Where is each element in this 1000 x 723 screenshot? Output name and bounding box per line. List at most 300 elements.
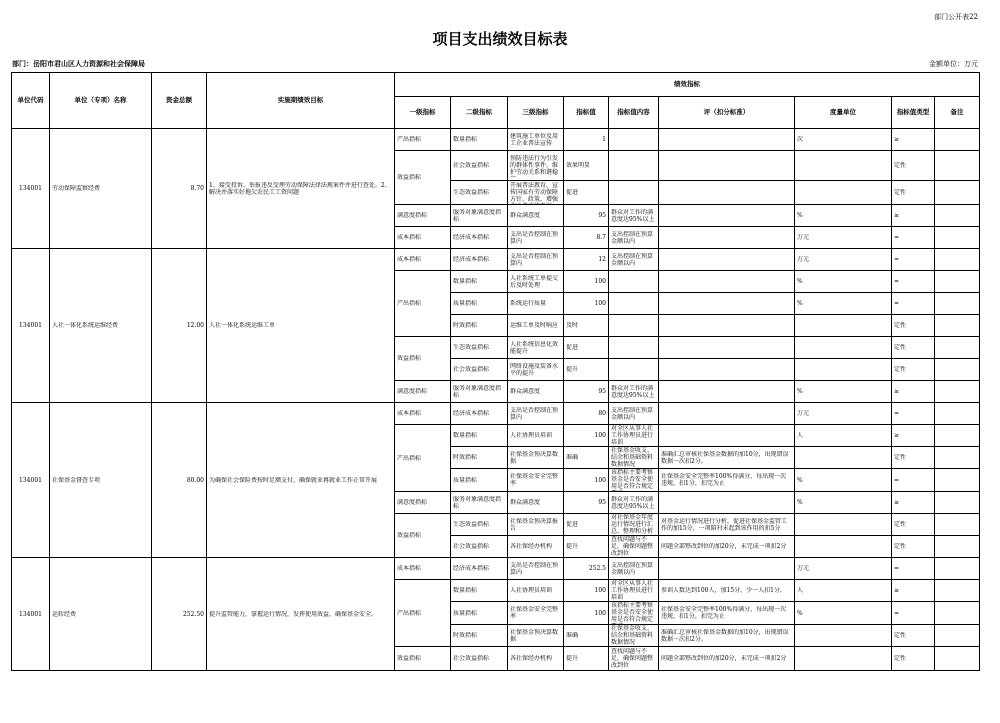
level2-cell-text: 数量指标 — [453, 136, 478, 143]
header-value: 指标值 — [564, 97, 609, 129]
content-cell-text: 支出控制在预算金额以内 — [611, 406, 654, 421]
goal-cell-text: 人社一体化系统运维工单 — [209, 322, 276, 329]
value-cell-text: 提升 — [566, 366, 579, 373]
measure-unit-cell-text: % — [797, 212, 803, 219]
level2-cell-text: 质量指标 — [453, 476, 478, 484]
unit-code-cell — [12, 129, 50, 249]
level1-cell-text: 效益指标 — [397, 532, 422, 539]
value-type-cell-text: 定性 — [894, 162, 907, 169]
level1-cell-text: 产出指标 — [397, 609, 422, 617]
content-cell-text: 查找问题与不足，确保问题整改到位 — [611, 648, 654, 669]
value-cell — [564, 580, 609, 602]
level3-cell — [508, 129, 564, 151]
header-goal: 实施期绩效目标 — [207, 73, 395, 129]
value-cell-text: 100 — [594, 432, 606, 439]
measure-unit-cell-text: % — [797, 388, 803, 395]
content-cell — [609, 492, 659, 514]
content-cell — [609, 359, 659, 381]
value-type-cell — [892, 181, 935, 205]
level2-cell-text: 社会效益指标 — [453, 655, 490, 662]
value-type-cell — [892, 469, 935, 492]
value-type-cell — [892, 151, 935, 181]
value-cell — [564, 469, 609, 492]
total-funds-cell-text: 80.00 — [186, 476, 204, 484]
value-type-cell — [892, 315, 935, 337]
content-cell — [609, 469, 659, 492]
project-name-cell-text: 社保基金督查专项 — [52, 476, 101, 484]
value-cell-text: 95 — [598, 388, 606, 395]
value-cell — [564, 249, 609, 271]
value-cell — [564, 558, 609, 580]
level2-cell — [451, 492, 508, 514]
remark-cell — [935, 447, 980, 469]
level3-cell-text: 社保基金预决算报告 — [510, 517, 559, 532]
unit-code-cell-text: 134001 — [19, 476, 42, 484]
content-cell — [609, 425, 659, 447]
value-cell-text: 8.7 — [596, 234, 606, 241]
level2-cell — [451, 602, 508, 625]
value-cell-text: 提升 — [566, 655, 579, 662]
goal-cell-text: 提升监管能力，掌握运行情况，发挥使用效益，确保基金安全。 — [209, 610, 378, 618]
performance-target-table — [11, 72, 980, 671]
value-type-cell-text: 定性 — [894, 543, 907, 550]
scoring-cell — [659, 580, 795, 602]
unit-code-cell — [12, 403, 50, 558]
value-type-cell-text: 定性 — [894, 189, 907, 196]
content-cell-text: 该指标主要考察基金是否安全使用是否符合规定 — [611, 469, 654, 490]
content-cell-text: 对全区从事人社工作协理员进行培训 — [611, 425, 654, 446]
content-cell-text: 群众对工作的满意度达95%以上 — [611, 495, 655, 510]
scoring-cell — [659, 315, 795, 337]
level3-cell-text: 各社保经办机构 — [510, 655, 553, 662]
level1-cell — [395, 337, 451, 381]
measure-unit-cell — [795, 293, 892, 315]
level3-cell-text: 社保基金预决算数据 — [510, 450, 559, 465]
scoring-cell — [659, 293, 795, 315]
level1-cell-text: 满意度指标 — [397, 499, 428, 506]
level3-cell — [508, 315, 564, 337]
value-type-cell — [892, 625, 935, 647]
level2-cell — [451, 181, 508, 205]
level1-cell — [395, 205, 451, 227]
level3-cell-text: 群众满意度 — [510, 499, 541, 506]
value-cell — [564, 492, 609, 514]
level1-cell-text: 成本指标 — [397, 256, 422, 263]
level2-cell-text: 经济成本指标 — [453, 256, 490, 263]
level2-cell — [451, 337, 508, 359]
content-cell — [609, 447, 659, 469]
measure-unit-cell — [795, 227, 892, 249]
level3-cell-text: 系统运行质量 — [510, 300, 547, 307]
table-row — [12, 403, 980, 425]
value-type-cell-text: 定性 — [894, 632, 907, 639]
level3-cell — [508, 227, 564, 249]
scoring-cell — [659, 249, 795, 271]
content-cell — [609, 647, 659, 671]
level3-cell-text: 各社保经办机构 — [510, 543, 553, 550]
remark-cell — [935, 469, 980, 492]
level1-cell-text: 满意度指标 — [397, 388, 428, 395]
total-funds-cell — [152, 129, 207, 249]
level2-cell — [451, 205, 508, 227]
measure-unit-cell — [795, 647, 892, 671]
level3-cell-text: 开展普法教育，宣传国家有劳动保障方针、政策，增强 — [510, 181, 559, 203]
value-type-cell-text: = — [894, 565, 900, 572]
total-funds-cell — [152, 558, 207, 671]
content-cell — [609, 536, 659, 558]
header-total-funds: 资金总额 — [152, 73, 207, 129]
remark-cell — [935, 536, 980, 558]
level2-cell-text: 经济成本指标 — [453, 565, 490, 572]
value-cell-text: 效果明显 — [566, 162, 591, 169]
value-type-cell — [892, 425, 935, 447]
value-cell — [564, 205, 609, 227]
level3-cell-text: 人社协理员培训 — [510, 432, 553, 439]
measure-unit-cell-text: % — [797, 300, 803, 307]
header-unit-name: 单位（专项）名称 — [50, 73, 152, 129]
level3-cell — [508, 469, 564, 492]
content-cell — [609, 205, 659, 227]
level3-cell — [508, 249, 564, 271]
level3-cell-text: 群众满意度 — [510, 388, 541, 395]
measure-unit-cell — [795, 536, 892, 558]
level2-cell — [451, 315, 508, 337]
value-type-cell-text: = — [894, 410, 900, 417]
value-cell-text: 促进 — [566, 521, 579, 528]
content-cell — [609, 293, 659, 315]
unit-code-cell-text: 134001 — [19, 185, 42, 192]
level3-cell — [508, 403, 564, 425]
level2-cell-text: 经济成本指标 — [453, 410, 490, 417]
scoring-cell — [659, 447, 795, 469]
content-cell-text: 对全区从事人社工作协理员进行培训 — [611, 580, 654, 601]
value-cell-text: 促进 — [566, 189, 579, 196]
header-content: 指标值内容 — [609, 97, 659, 129]
measure-unit-cell — [795, 315, 892, 337]
level2-cell-text: 数量指标 — [453, 432, 478, 439]
level1-cell — [395, 403, 451, 425]
value-type-cell-text: 定性 — [894, 521, 907, 528]
content-cell — [609, 249, 659, 271]
value-cell — [564, 425, 609, 447]
value-cell — [564, 514, 609, 536]
level3-cell — [508, 381, 564, 403]
remark-cell — [935, 129, 980, 151]
value-type-cell-text: ≥ — [894, 212, 900, 219]
level1-cell — [395, 227, 451, 249]
level2-cell-text: 时效指标 — [453, 322, 478, 329]
level3-cell-text: 社保基金安全完整率 — [510, 606, 559, 620]
level3-cell — [508, 536, 564, 558]
measure-unit-cell-text: 万元 — [797, 410, 810, 417]
remark-cell — [935, 425, 980, 447]
content-cell — [609, 558, 659, 580]
value-cell-text: 100 — [594, 278, 606, 285]
unit-code-cell — [12, 249, 50, 403]
level2-cell — [451, 151, 508, 181]
goal-cell-text: 为确保社会保险费按时足额支付，确保就业再就业工作正常开展 — [209, 476, 378, 484]
measure-unit-cell — [795, 381, 892, 403]
level2-cell-text: 时效指标 — [453, 632, 478, 639]
level3-cell-text: 人社协理员培训 — [510, 587, 553, 594]
level1-cell-text: 产出指标 — [397, 454, 422, 462]
measure-unit-cell — [795, 359, 892, 381]
scoring-cell-text: 准确汇总审核社保基金数据的加10分，出现错误数据一次扣2分。 — [661, 628, 789, 643]
level1-cell-text: 效益指标 — [397, 355, 422, 362]
measure-unit-cell — [795, 602, 892, 625]
value-type-cell — [892, 447, 935, 469]
remark-cell — [935, 602, 980, 625]
level2-cell — [451, 425, 508, 447]
measure-unit-cell-text: 万元 — [797, 256, 810, 263]
value-type-cell-text: = — [894, 300, 900, 307]
value-cell — [564, 271, 609, 293]
value-cell — [564, 447, 609, 469]
value-cell-text: 252.5 — [588, 565, 606, 572]
level2-cell-text: 数量指标 — [453, 587, 478, 594]
level3-cell-text: 建筑施工单位及用工企业普法宣传 — [510, 132, 559, 147]
level3-cell-text: 支出是否控制在预算内 — [510, 230, 559, 245]
level2-cell-text: 社会效益指标 — [453, 366, 490, 373]
scoring-cell — [659, 647, 795, 671]
value-cell — [564, 181, 609, 205]
level2-cell-text: 质量指标 — [453, 300, 478, 307]
total-funds-cell-text: 252.50 — [183, 610, 204, 618]
content-cell — [609, 403, 659, 425]
table-row — [12, 129, 980, 151]
value-cell-text: 95 — [598, 499, 606, 506]
level3-cell — [508, 337, 564, 359]
measure-unit-cell — [795, 425, 892, 447]
value-type-cell — [892, 359, 935, 381]
project-name-cell — [50, 129, 152, 249]
level1-cell-text: 成本指标 — [397, 565, 422, 572]
project-name-cell-text: 运转经费 — [52, 610, 77, 618]
remark-cell — [935, 337, 980, 359]
content-cell — [609, 514, 659, 536]
measure-unit-cell — [795, 403, 892, 425]
level3-cell — [508, 558, 564, 580]
content-cell — [609, 337, 659, 359]
value-cell — [564, 337, 609, 359]
unit-code-cell-text: 134001 — [19, 610, 42, 618]
total-funds-cell-text: 12.00 — [186, 322, 204, 329]
value-type-cell-text: = — [894, 476, 900, 484]
value-cell-text: 80 — [598, 410, 606, 417]
level3-cell-text: 支出是否控制在预算内 — [510, 406, 559, 421]
header-level1: 一级指标 — [395, 97, 451, 129]
value-type-cell — [892, 580, 935, 602]
content-cell — [609, 381, 659, 403]
level3-cell — [508, 580, 564, 602]
scoring-cell — [659, 151, 795, 181]
measure-unit-cell — [795, 558, 892, 580]
project-name-cell — [50, 403, 152, 558]
remark-cell — [935, 558, 980, 580]
level2-cell-text: 生态效益指标 — [453, 344, 490, 351]
content-cell — [609, 129, 659, 151]
level2-cell-text: 社会效益指标 — [453, 543, 490, 550]
level2-cell-text: 质量指标 — [453, 609, 478, 617]
measure-unit-cell — [795, 271, 892, 293]
value-cell-text: 100 — [594, 300, 606, 307]
measure-unit-cell — [795, 469, 892, 492]
content-cell-text: 支出控制在预算金额以内 — [611, 561, 654, 576]
value-cell — [564, 129, 609, 151]
value-cell-text: 100 — [594, 609, 606, 617]
content-cell — [609, 625, 659, 647]
value-cell — [564, 151, 609, 181]
value-type-cell-text: ≥ — [894, 587, 900, 594]
level1-cell — [395, 381, 451, 403]
level3-cell-text: 人社系统工单提交后及时处理 — [510, 274, 559, 289]
scoring-cell — [659, 181, 795, 205]
content-cell — [609, 227, 659, 249]
value-type-cell — [892, 129, 935, 151]
scoring-cell — [659, 205, 795, 227]
measure-unit-cell — [795, 625, 892, 647]
total-funds-cell-text: 8.70 — [190, 185, 204, 192]
project-name-cell — [50, 558, 152, 671]
header-remark: 备注 — [935, 97, 980, 129]
scoring-cell — [659, 602, 795, 625]
header-unit-code: 单位代码 — [12, 73, 50, 129]
total-funds-cell — [152, 249, 207, 403]
level3-cell — [508, 271, 564, 293]
value-type-cell — [892, 403, 935, 425]
project-name-cell — [50, 249, 152, 403]
remark-cell — [935, 151, 980, 181]
value-cell-text: 及时 — [566, 322, 579, 329]
content-cell — [609, 271, 659, 293]
value-type-cell-text: = — [894, 256, 900, 263]
project-name-cell-text: 劳动保障监察经费 — [52, 185, 101, 192]
level2-cell-text: 数量指标 — [453, 278, 478, 285]
level2-cell-text: 生态效益指标 — [453, 189, 490, 196]
scoring-cell — [659, 227, 795, 249]
level1-cell — [395, 151, 451, 205]
remark-cell — [935, 647, 980, 671]
level3-cell-text: 支出是否控制在预算内 — [510, 561, 559, 576]
value-type-cell-text: ≥ — [894, 432, 900, 439]
level2-cell-text: 服务对象满意度指标 — [453, 384, 502, 399]
value-cell-text: 95 — [598, 212, 606, 219]
goal-cell-text: 1、接受投诉、举报违反受理劳动保障法律法规案件并进行查处。2、解决并落实好拖欠农民工工资问题 — [209, 181, 391, 196]
scoring-cell — [659, 625, 795, 647]
value-type-cell-text: ≥ — [894, 136, 900, 143]
content-cell-text: 该指标主要考察基金是否安全使用是否符合规定 — [611, 602, 654, 623]
value-cell — [564, 403, 609, 425]
value-cell-text: 准确 — [566, 454, 579, 461]
level3-cell — [508, 425, 564, 447]
value-type-cell — [892, 249, 935, 271]
remark-cell — [935, 403, 980, 425]
remark-cell — [935, 625, 980, 647]
measure-unit-cell — [795, 151, 892, 181]
value-type-cell — [892, 227, 935, 249]
level2-cell-text: 社会效益指标 — [453, 162, 490, 169]
remark-cell — [935, 205, 980, 227]
page-title: 项目支出绩效目标表 — [432, 30, 568, 48]
level1-cell — [395, 249, 451, 271]
level3-cell-text: 社保基金安全完整率 — [510, 473, 559, 487]
value-type-cell-text: ≥ — [894, 499, 900, 506]
scoring-cell — [659, 129, 795, 151]
level3-cell — [508, 514, 564, 536]
content-cell-text: 查找问题与不足，确保问题整改到位 — [611, 536, 654, 557]
value-cell-text: 1 — [602, 136, 606, 143]
level2-cell — [451, 271, 508, 293]
header-indicators: 绩效指标 — [395, 73, 980, 97]
measure-unit-cell-text: % — [797, 609, 803, 617]
level1-cell — [395, 129, 451, 151]
scoring-cell — [659, 337, 795, 359]
remark-cell — [935, 514, 980, 536]
value-cell — [564, 381, 609, 403]
measure-unit-cell — [795, 337, 892, 359]
goal-cell — [207, 249, 395, 403]
value-cell-text: 提升 — [566, 543, 579, 550]
content-cell — [609, 181, 659, 205]
value-type-cell — [892, 271, 935, 293]
measure-unit-cell — [795, 249, 892, 271]
project-name-cell-text: 人社一体化系统运维经费 — [52, 322, 119, 329]
scoring-cell — [659, 536, 795, 558]
value-type-cell-text: 定性 — [894, 344, 907, 351]
value-type-cell — [892, 337, 935, 359]
level3-cell — [508, 447, 564, 469]
header-measure-unit: 度量单位 — [795, 97, 892, 129]
level2-cell-text: 经济成本指标 — [453, 234, 490, 241]
remark-cell — [935, 181, 980, 205]
measure-unit-cell-text: % — [797, 476, 803, 484]
measure-unit-cell — [795, 492, 892, 514]
measure-unit-cell-text: 次 — [797, 136, 804, 143]
level3-cell-text: 社保基金预决算数据 — [510, 628, 559, 643]
measure-unit-cell — [795, 447, 892, 469]
unit-code-cell — [12, 558, 50, 671]
level1-cell — [395, 514, 451, 558]
level2-cell — [451, 293, 508, 315]
value-cell — [564, 602, 609, 625]
value-cell — [564, 647, 609, 671]
level3-cell — [508, 151, 564, 181]
measure-unit-cell — [795, 580, 892, 602]
remark-cell — [935, 359, 980, 381]
amount-unit-label: 金额单位：万元 — [929, 60, 978, 68]
scoring-cell — [659, 469, 795, 492]
level1-cell-text: 产出指标 — [397, 136, 422, 143]
total-funds-cell — [152, 403, 207, 558]
scoring-cell-text: 问题全部整改到位的加20分，未完成一项扣2分 — [661, 655, 787, 662]
content-cell-text: 社保基金收支、结余和基础资料数据情况 — [611, 625, 654, 646]
level3-cell — [508, 293, 564, 315]
scoring-cell — [659, 359, 795, 381]
measure-unit-cell — [795, 514, 892, 536]
level3-cell — [508, 647, 564, 671]
level1-cell — [395, 647, 451, 671]
level2-cell-text: 服务对象满意度指标 — [453, 208, 502, 223]
level1-cell-text: 满意度指标 — [397, 212, 428, 219]
content-cell — [609, 602, 659, 625]
measure-unit-cell-text: 万元 — [797, 234, 810, 241]
goal-cell — [207, 403, 395, 558]
header-level3: 三级指标 — [508, 97, 564, 129]
value-cell-text: 促进 — [566, 344, 579, 351]
level2-cell — [451, 580, 508, 602]
measure-unit-cell — [795, 129, 892, 151]
value-type-cell — [892, 381, 935, 403]
